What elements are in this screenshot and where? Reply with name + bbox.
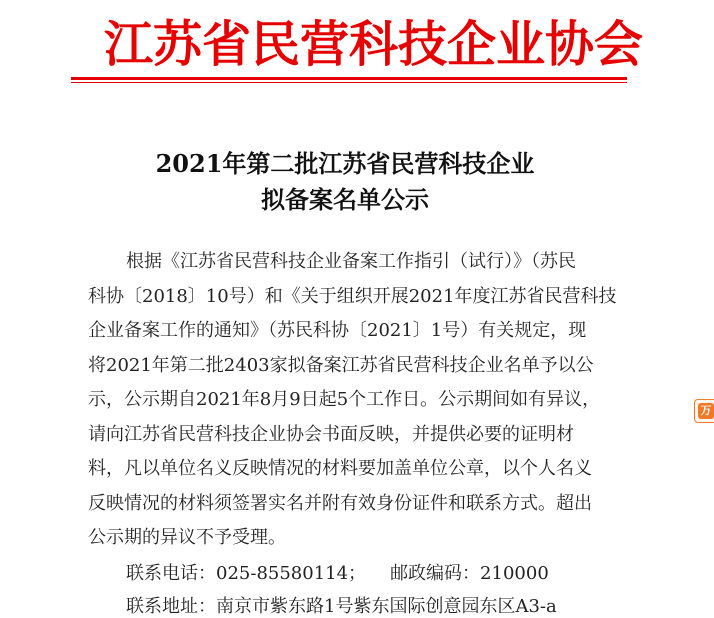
- body-line: 请向江苏省民营科技企业协会书面反映，并提供必要的证明材: [88, 423, 574, 445]
- organization-header: 江苏省民营科技企业协会: [104, 15, 644, 73]
- body-line: 将2021年第二批2403家拟备案江苏省民营科技企业名单予以公: [88, 354, 594, 376]
- contact-phone: 联系电话：025-85580114；: [126, 563, 367, 584]
- body-line: 料，凡以单位名义反映情况的材料要加盖单位公章，以个人名义: [88, 458, 592, 479]
- header-rule-thick: [71, 77, 627, 80]
- body-line: 示，公示期自2021年8月9日起5个工作日。公示期间如有异议，: [88, 389, 601, 410]
- contact-address: 联系地址：南京市紫东路1号紫东国际创意园东区A3-a: [126, 596, 557, 617]
- translate-icon: 万: [698, 403, 714, 419]
- notice-body: [88, 245, 617, 556]
- contact-phone-postcode: [126, 559, 549, 585]
- header-rule-thin: [71, 82, 627, 83]
- body-line: 科协〔2018〕10号）和《关于组织开展2021年度江苏省民营科技: [88, 285, 617, 307]
- side-floating-widget[interactable]: [694, 399, 714, 423]
- body-line: 公示期的异议不予受理。: [88, 527, 286, 548]
- body-line: 反映情况的材料须签署实名并附有效身份证件和联系方式。超出: [88, 492, 592, 514]
- notice-title-line1: 2021年第二批江苏省民营科技企业: [155, 149, 535, 178]
- notice-title-line2: 拟备案名单公示: [261, 185, 429, 214]
- body-line: 企业备案工作的通知》（苏民科协〔2021〕1号）有关规定，现: [88, 320, 587, 341]
- body-line: 根据《江苏省民营科技企业备案工作指引（试行）》（苏民: [126, 251, 576, 272]
- contact-postcode: 邮政编码：210000: [390, 563, 549, 584]
